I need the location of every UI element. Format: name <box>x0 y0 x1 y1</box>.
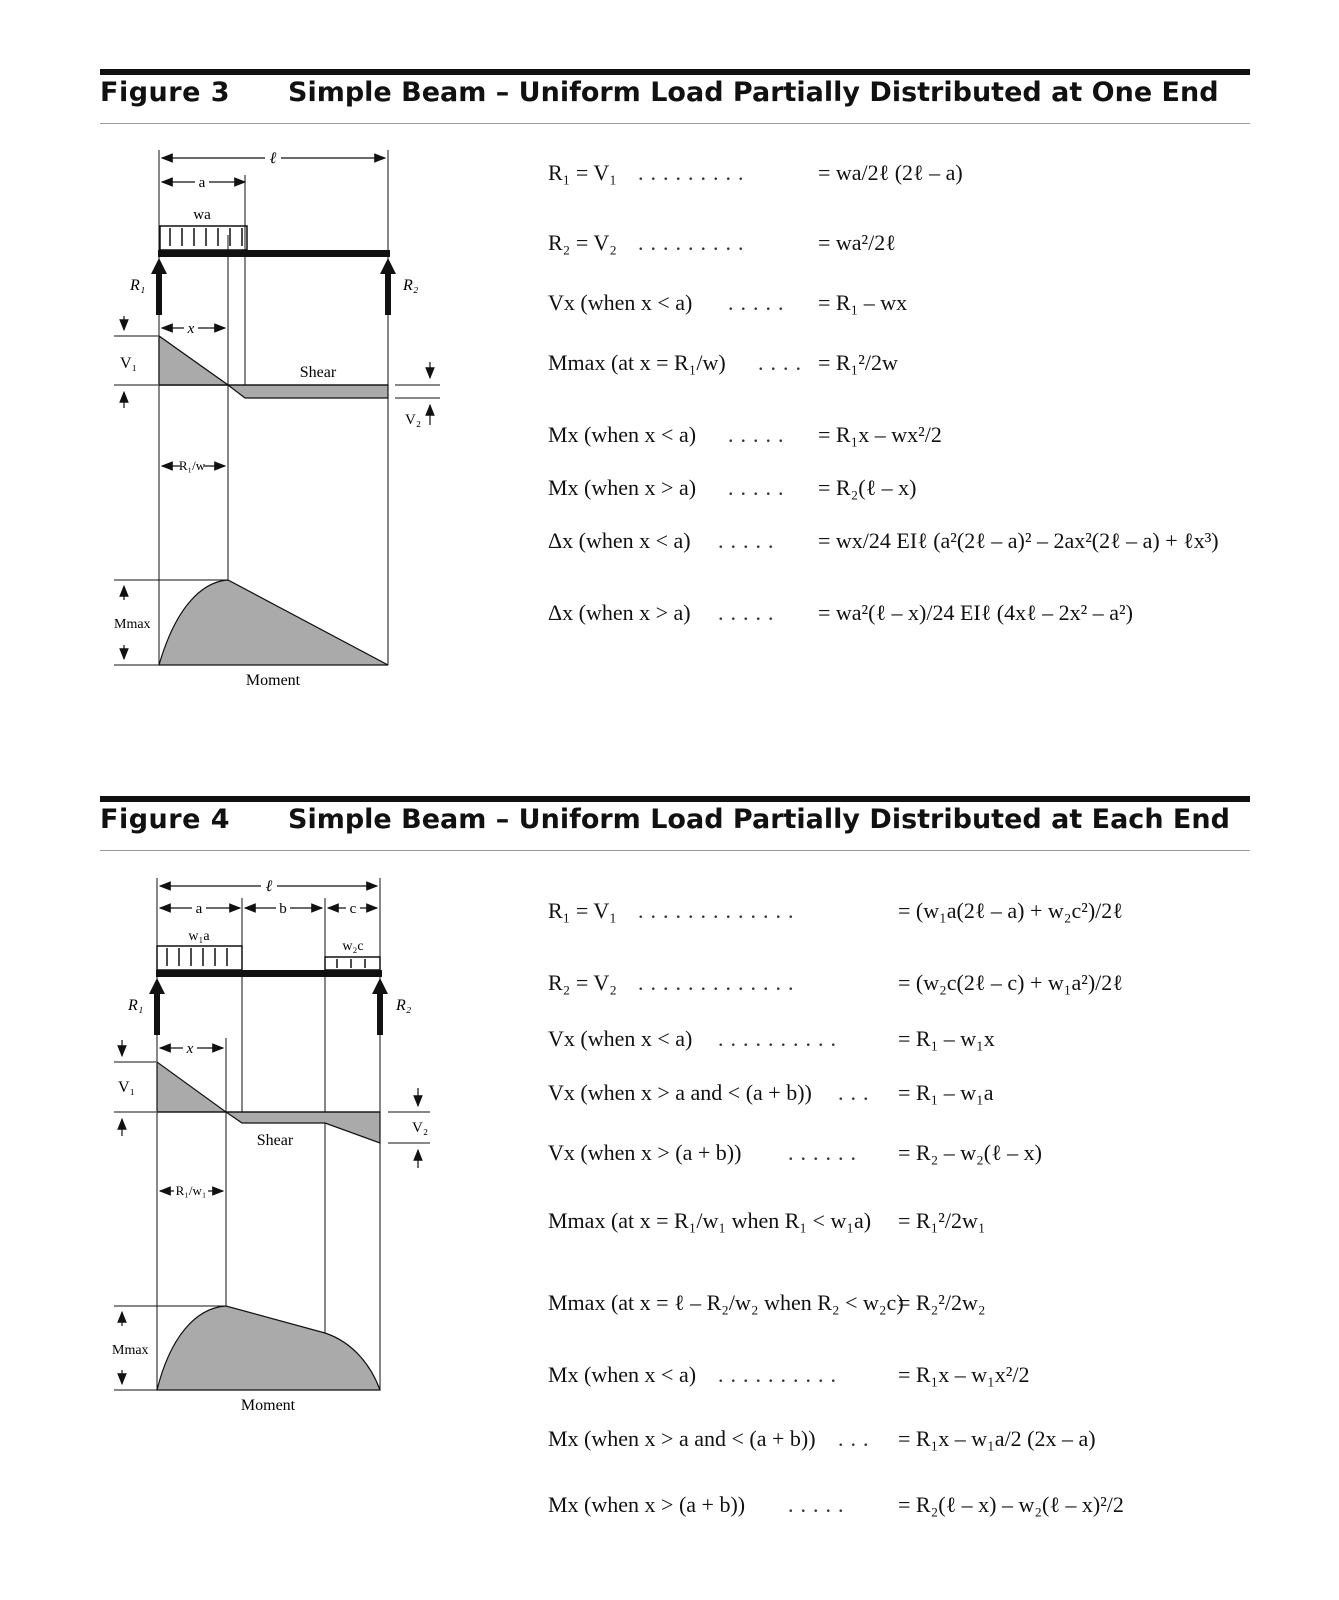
eq-rhs: = R₁x – wx²/2 <box>818 422 942 447</box>
a-label: a <box>198 175 206 191</box>
eq-rhs: = (w₁a(2ℓ – a) + w₂c²)/2ℓ <box>898 898 1123 923</box>
v2-label: V₂ <box>405 412 422 428</box>
eq-rhs: = R₂²/2w₂ <box>898 1290 986 1315</box>
span-label: ℓ <box>265 878 273 895</box>
eq-lhs: Mmax (at x = R₁/w) <box>548 350 726 375</box>
eq-rhs: = R₂ – w₂(ℓ – x) <box>898 1140 1042 1165</box>
figure4-title: Simple Beam – Uniform Load Partially Distributed at Each End <box>288 804 1230 835</box>
r2-label: R₂ <box>396 997 412 1014</box>
load-label: wa <box>193 207 211 223</box>
eq-rhs: = wa²/2ℓ <box>818 230 896 255</box>
eq-rhs: = (w₂c(2ℓ – c) + w₁a²)/2ℓ <box>898 970 1123 995</box>
eq-rhs: = R₁²/2w <box>818 350 898 375</box>
eq-lhs: Δx (when x < a) <box>548 528 691 553</box>
eq-lhs: Δx (when x > a) <box>548 600 691 625</box>
eq-rhs: = R₁ – wx <box>818 290 908 315</box>
figure4-diagram <box>100 868 460 1428</box>
eq-lhs: Mmax (at x = R₁/w₁ when R₁ < w₁a) <box>548 1208 872 1233</box>
shear-label: Shear <box>299 364 337 381</box>
shear-diagram <box>157 1062 226 1112</box>
load-right-label: w₂c <box>342 939 364 954</box>
v1-label: V₁ <box>120 355 138 372</box>
eq-rhs: = R₁ – w₁x <box>898 1026 995 1051</box>
eq-lhs: R₁ = V₁ <box>548 160 617 185</box>
eq-rhs: = wx/24 EIℓ (a²(2ℓ – a)² – 2ax²(2ℓ – a) + ℓx³) <box>818 528 1219 553</box>
r1-label: R₁ <box>130 277 146 294</box>
a-label: a <box>195 901 203 917</box>
mmax-label: Mmax <box>112 1343 149 1358</box>
eq-rhs: = R₁ – w₁a <box>898 1080 994 1105</box>
eq-lhs: R₂ = V₂ <box>548 230 617 255</box>
moment-label: Moment <box>245 672 301 689</box>
eq-rhs: = R₁x – w₁a/2 (2x – a) <box>898 1426 1096 1451</box>
eq-lhs: Mx (when x > a and < (a + b)) <box>548 1426 816 1451</box>
reaction-left-arrow <box>151 258 167 315</box>
r1-label: R₁ <box>128 997 144 1014</box>
moment-diagram <box>159 580 388 665</box>
beam <box>158 250 390 257</box>
shear-label: Shear <box>256 1132 294 1149</box>
eq-lhs: Mx (when x > a) <box>548 475 697 500</box>
c-label: c <box>349 901 357 917</box>
v1-label: V₁ <box>118 1079 136 1096</box>
x-label: x <box>187 321 195 337</box>
x-label: x <box>186 1041 194 1057</box>
eq-lhs: R₁ = V₁ <box>548 898 617 923</box>
figure3-title: Simple Beam – Uniform Load Partially Distributed at One End <box>288 77 1219 108</box>
span-label: ℓ <box>269 150 277 167</box>
reaction-left-arrow <box>149 978 165 1035</box>
figure3-header <box>100 69 1250 124</box>
eq-lhs: Mx (when x < a) <box>548 1362 697 1387</box>
eq-lhs: Vx (when x > (a + b)) <box>548 1140 742 1165</box>
moment-label: Moment <box>240 1397 296 1414</box>
beam <box>156 970 382 977</box>
eq-rhs: = R₂(ℓ – x) <box>818 475 917 500</box>
eq-lhs: Vx (when x < a) <box>548 1026 693 1051</box>
eq-lhs: Mmax (at x = ℓ – R₂/w₂ when R₂ < w₂c) <box>548 1290 904 1315</box>
r2-label: R₂ <box>403 277 419 294</box>
eq-lhs: Vx (when x < a) <box>548 290 693 315</box>
eq-rhs: = R₁²/2w₁ <box>898 1208 986 1233</box>
reaction-right-arrow <box>372 978 388 1035</box>
eq-lhs: Vx (when x > a and < (a + b)) <box>548 1080 812 1105</box>
load-left-label: w₁a <box>188 929 210 944</box>
eq-lhs: Mx (when x < a) <box>548 422 697 447</box>
r1-over-w1-label: R₁/w₁ <box>175 1183 207 1198</box>
v2-label: V₂ <box>412 1120 429 1136</box>
eq-rhs: = R₂(ℓ – x) – w₂(ℓ – x)²/2 <box>898 1492 1124 1517</box>
mmax-label: Mmax <box>114 617 151 632</box>
b-label: b <box>279 901 287 917</box>
moment-diagram <box>157 1306 380 1390</box>
r1-over-w-label: R₁/w <box>178 458 206 473</box>
figure3-number: Figure 3 <box>100 77 231 108</box>
eq-rhs: = R₁x – w₁x²/2 <box>898 1362 1030 1387</box>
eq-rhs: = wa/2ℓ (2ℓ – a) <box>818 160 963 185</box>
eq-rhs: = wa²(ℓ – x)/24 EIℓ (4xℓ – 2x² – a²) <box>818 600 1133 625</box>
eq-lhs: R₂ = V₂ <box>548 970 617 995</box>
figure4-number: Figure 4 <box>100 804 231 835</box>
reaction-right-arrow <box>380 258 396 315</box>
eq-lhs: Mx (when x > (a + b)) <box>548 1492 746 1517</box>
figure3-diagram <box>100 140 460 700</box>
figure4-header <box>100 796 1250 851</box>
